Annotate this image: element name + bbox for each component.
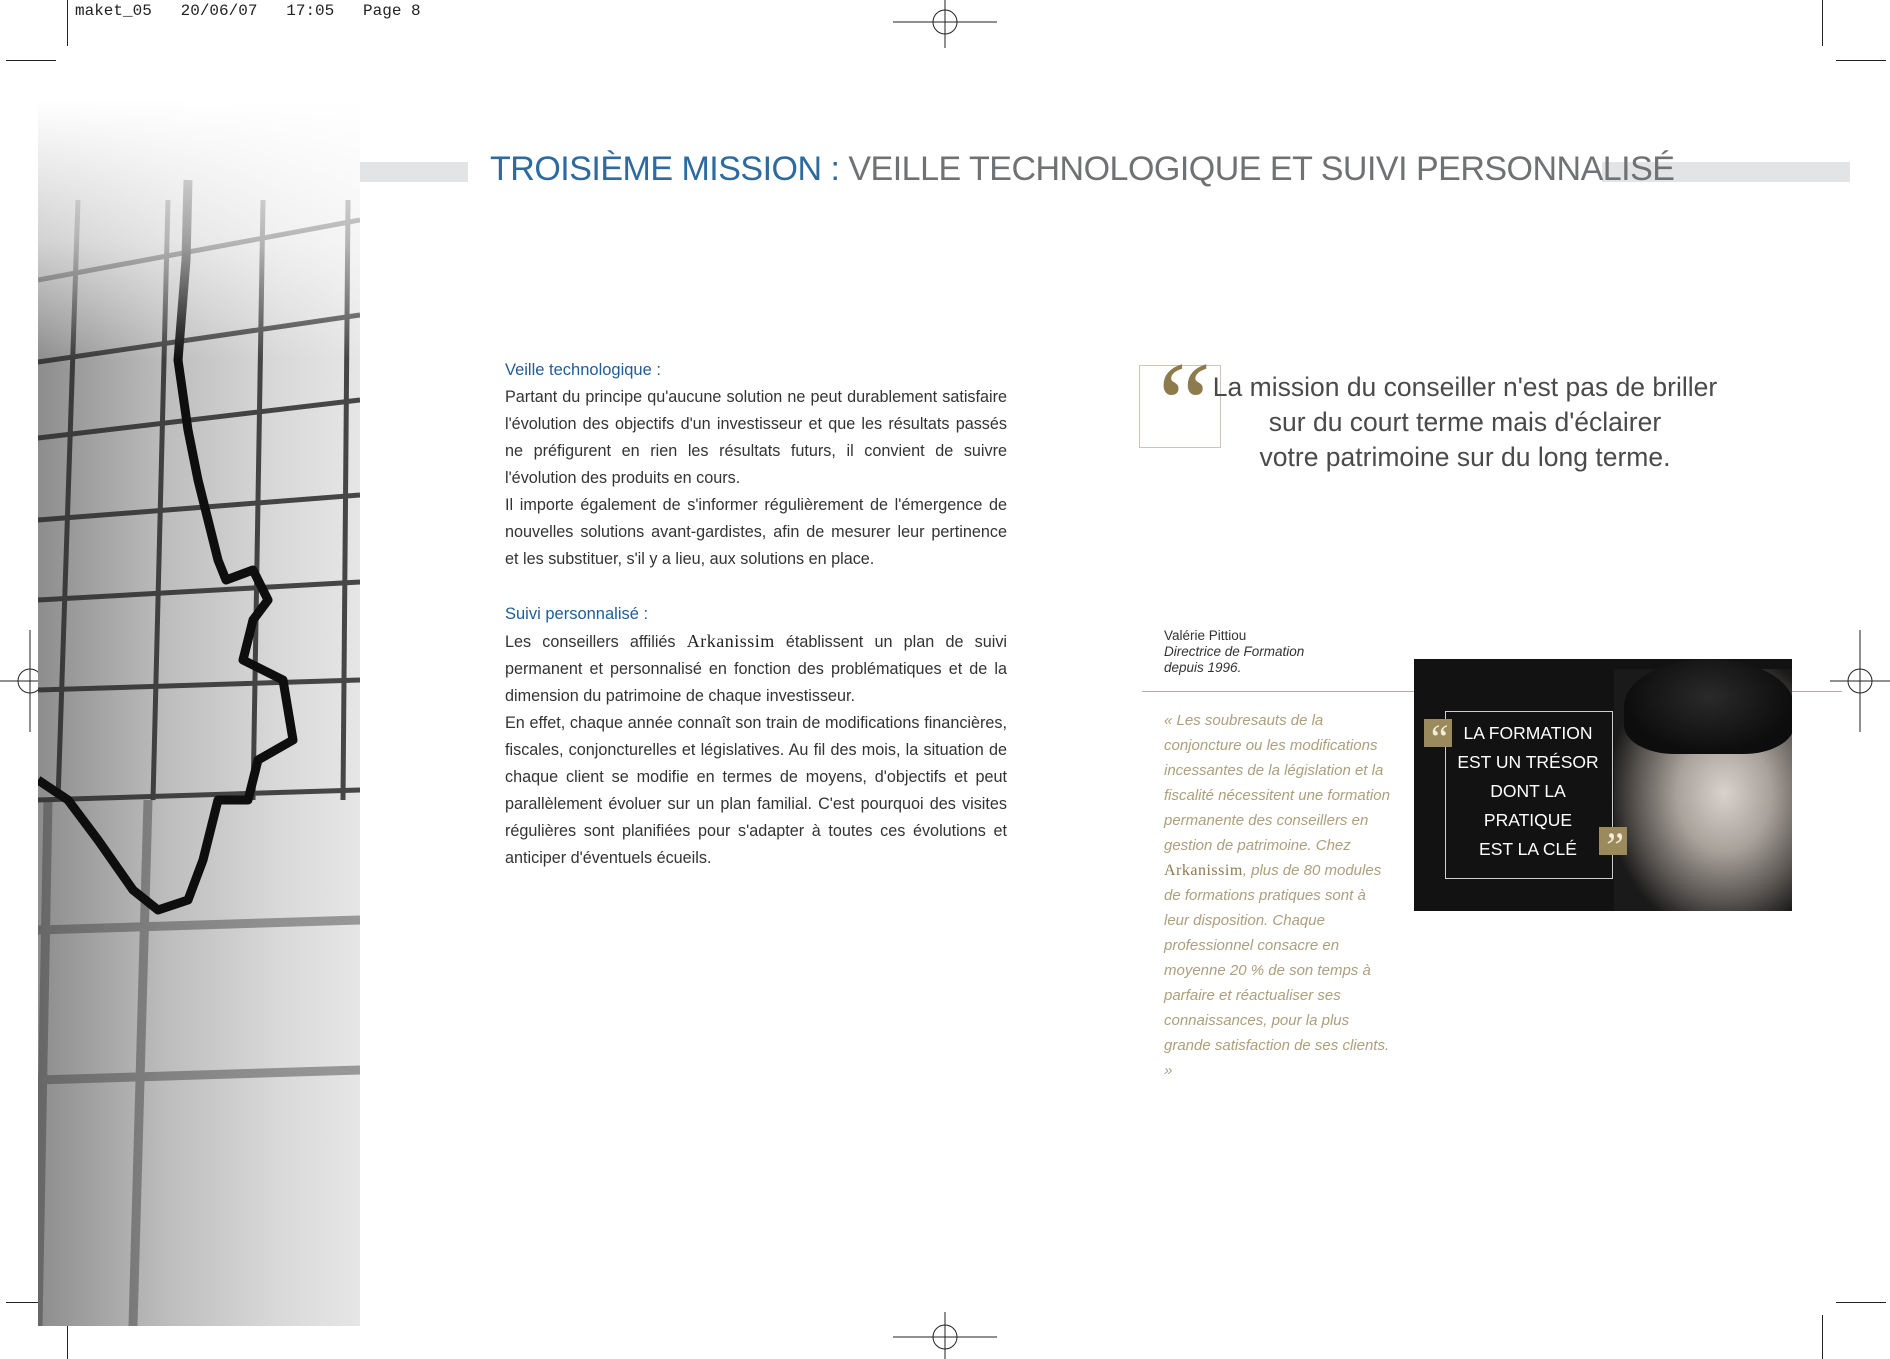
crop-mark [67, 0, 68, 46]
text-run: « Les soubresauts de la conjoncture ou les modifications incessantes de la législation et la fiscalité nécessitent une formation permanente des conseillers en gestion de patrimoine. Chez [1164, 712, 1390, 854]
crop-mark [1822, 0, 1823, 46]
person-name: Valérie Pittiou [1164, 628, 1247, 643]
pull-quote-line: votre patrimoine sur du long terme. [1259, 442, 1671, 472]
pull-quote [1190, 370, 1740, 475]
section-heading: Veille technologique : [505, 361, 661, 379]
portrait-caption-line: LA FORMATION [1463, 723, 1593, 743]
open-quote-icon: “ [1424, 719, 1452, 747]
person-role: Directrice de Formation [1164, 644, 1305, 659]
portrait-caption-line: DONT LA [1490, 781, 1566, 801]
crop-mark [1836, 1302, 1886, 1303]
brand-name: Arkanissim [686, 631, 775, 651]
stock-chart-photo [38, 100, 360, 1326]
portrait-photo [1414, 659, 1792, 911]
photo-fade [38, 100, 360, 360]
registration-mark-top [893, 0, 997, 48]
portrait-caption-line: EST LA CLÉ [1479, 839, 1577, 859]
open-quote-icon: “ [1146, 337, 1213, 470]
page-title [490, 150, 1675, 189]
registration-mark-right [1830, 630, 1890, 732]
paragraph: Partant du principe qu'aucune solution ne peut durablement satisfaire l'évolution des objectifs d'un investisseur et que les résultats passés ne préfigurent en rien les résultats futurs, il convient de suivre l'évolution des produits en cours. [505, 388, 1007, 487]
portrait-caption-line: PRATIQUE [1483, 810, 1573, 830]
close-quote-icon: ” [1599, 827, 1627, 855]
pull-quote-line: sur du court terme mais d'éclairer [1268, 407, 1662, 437]
person-since: depuis 1996. [1164, 660, 1242, 675]
section-veille [505, 357, 1007, 573]
section-suivi [505, 601, 1007, 872]
crop-mark [1836, 60, 1886, 61]
paragraph: En effet, chaque année connaît son train de modifications financières, fiscales, conjoncturelles et législatives. Au fil des mois, la situation de chaque client se modifie en termes de moyens, d'objectifs et peut parallèlement évoluer sur un plan familial. C'est pourquoi des visites régulières sont planifiées pour s'adapter à toutes ces évolutions et anticiper d'éventuels écueils. [505, 714, 1007, 867]
person-caption [1164, 628, 1304, 676]
print-slug: maket_05 20/06/07 17:05 Page 8 [75, 2, 421, 20]
title-part-2: VEILLE TECHNOLOGIQUE ET SUIVI PERSONNALISÉ [848, 150, 1675, 188]
registration-mark-bottom [893, 1312, 997, 1359]
paragraph: Il importe également de s'informer régulièrement de l'émergence de nouvelles solutions avant-gardistes, afin de mesurer leur pertinence et les substituer, s'il y a lieu, aux solutions en place. [505, 496, 1007, 568]
section-heading: Suivi personnalisé : [505, 605, 649, 623]
title-part-1: TROISIÈME MISSION : [490, 150, 849, 188]
portrait-hair [1624, 659, 1792, 754]
pull-quote-line: La mission du conseiller n'est pas de briller [1212, 372, 1718, 402]
text-run: , plus de 80 modules de formations pratiques sont à leur disposition. Chaque professionnel consacre en moyenne 20 % de son temps à parfaire et réactualiser ses connaissances, pour la plus grande satisfaction de ses clients. » [1164, 862, 1390, 1079]
crop-mark [6, 60, 56, 61]
text-run: Les conseillers affiliés [505, 633, 687, 651]
title-band-left [360, 162, 468, 182]
portrait-caption-line: EST UN TRÉSOR [1457, 752, 1599, 772]
paragraph [505, 628, 1007, 710]
portrait-caption [1445, 719, 1611, 864]
testimonial-text [1164, 708, 1394, 1083]
text-run: établissent un plan de suivi permanent et personnalisé en fonction des problématiques et de la dimension du patrimoine de chaque investisseur. [505, 633, 1008, 705]
brand-name: Arkanissim [1164, 862, 1243, 879]
crop-mark [1822, 1315, 1823, 1359]
